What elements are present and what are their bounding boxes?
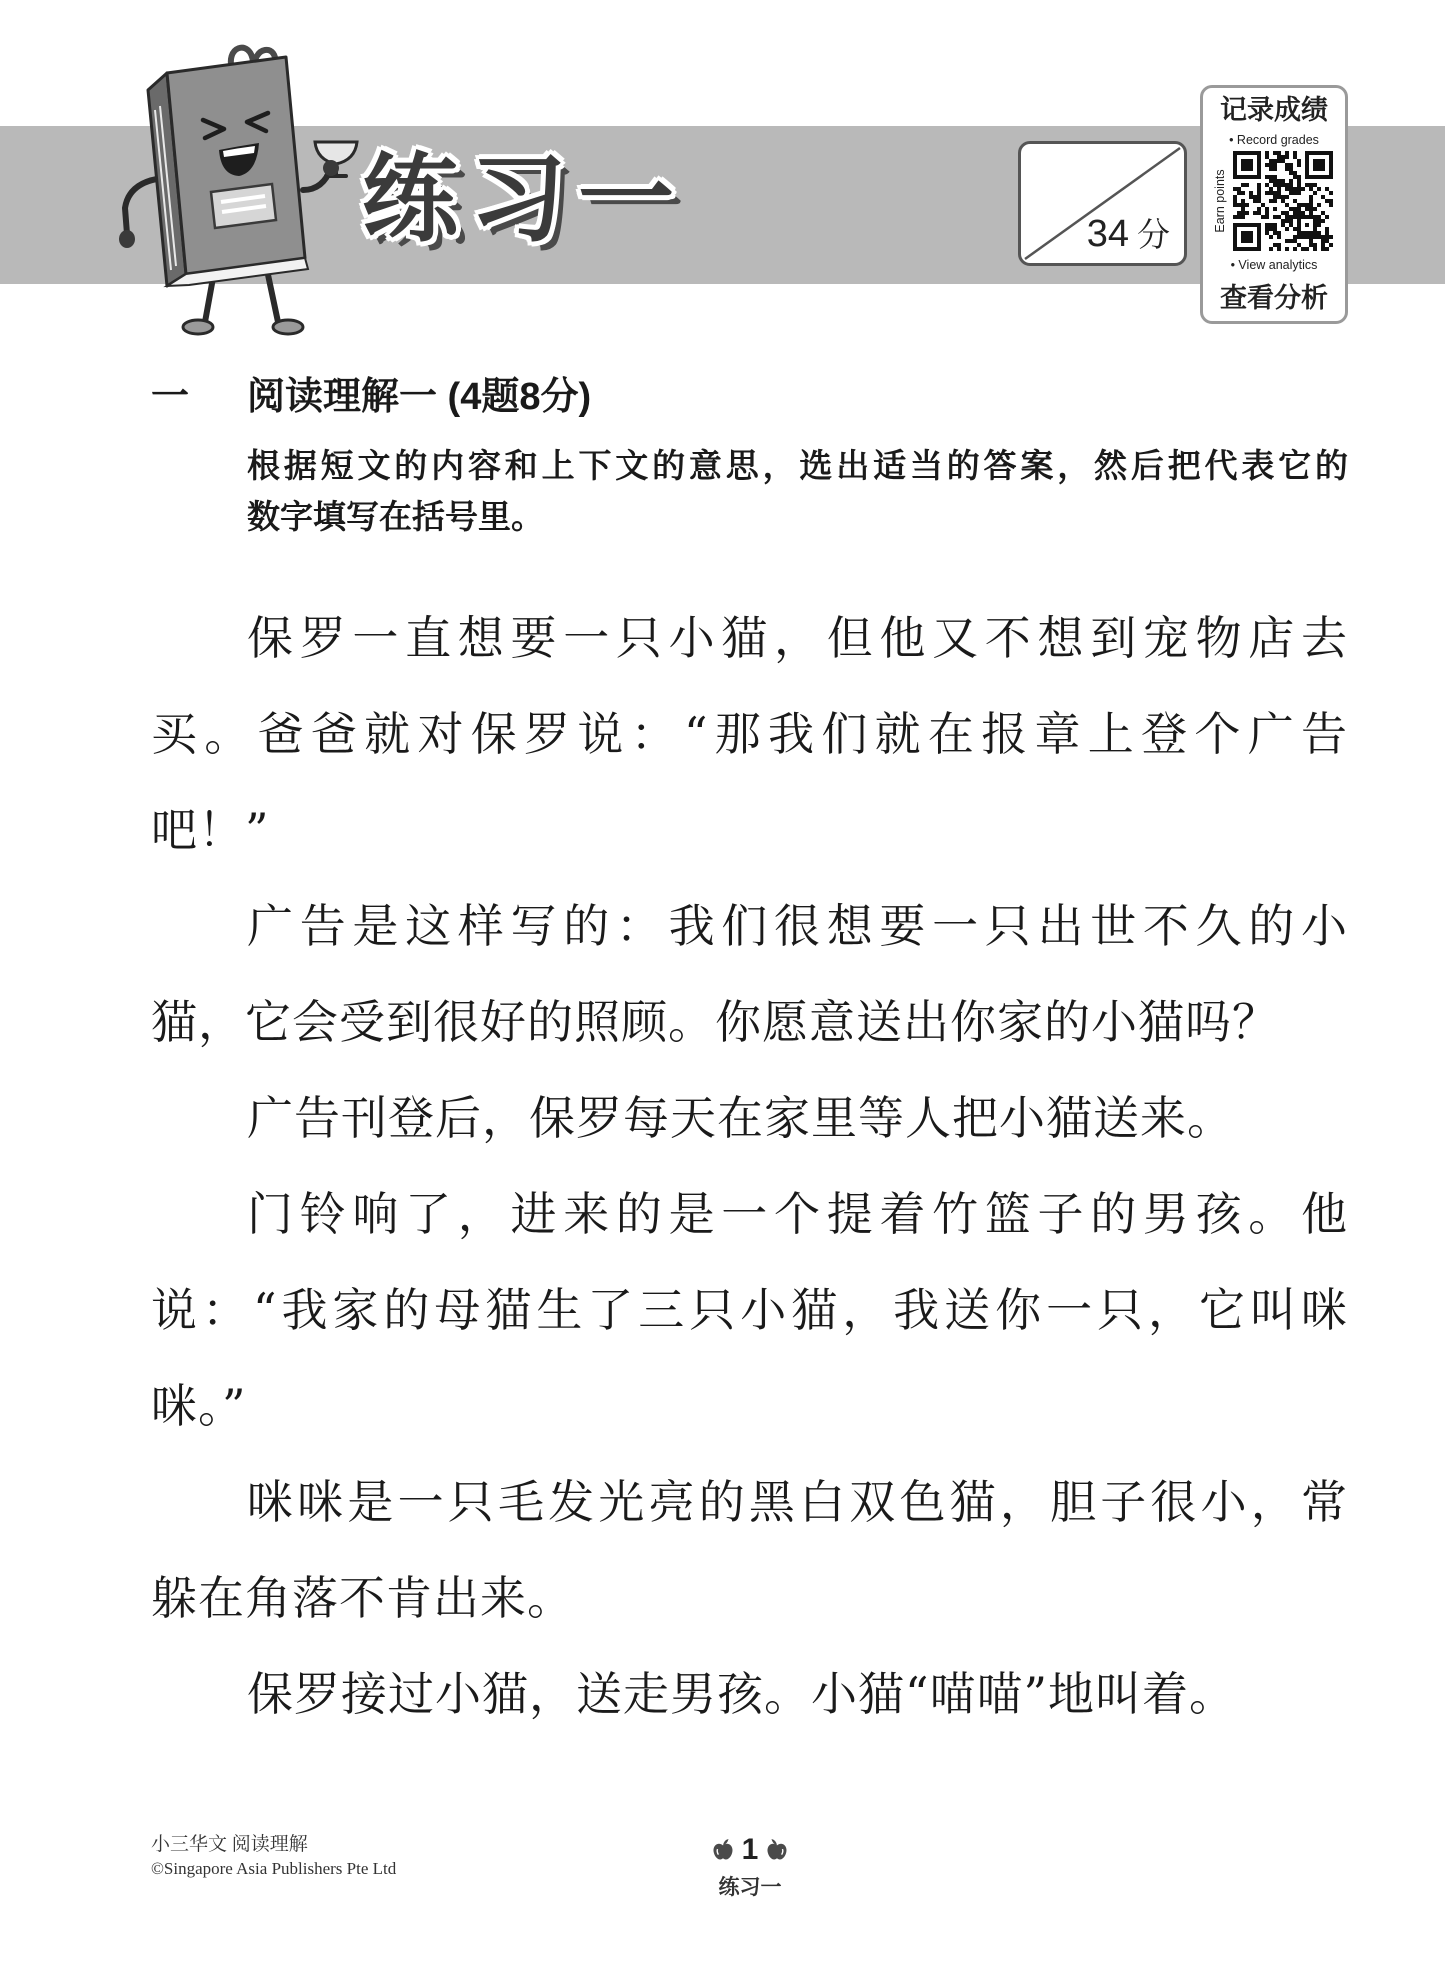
qr-module <box>1309 199 1313 203</box>
qr-module <box>1237 191 1241 195</box>
qr-module <box>1313 235 1317 239</box>
qr-analytics-label: • View analytics <box>1230 258 1318 272</box>
qr-module <box>1237 187 1241 191</box>
qr-module <box>1281 195 1285 199</box>
qr-module <box>1269 235 1273 239</box>
qr-module <box>1285 239 1289 243</box>
qr-module <box>1317 231 1321 235</box>
qr-module <box>1313 191 1317 195</box>
qr-module <box>1325 247 1329 251</box>
qr-module <box>1297 159 1301 163</box>
reading-passage <box>151 590 1348 1742</box>
qr-module <box>1313 207 1317 211</box>
qr-alignment <box>1305 223 1309 227</box>
qr-module <box>1321 243 1325 247</box>
qr-module <box>1289 215 1293 219</box>
qr-module <box>1285 167 1289 171</box>
qr-panel <box>1200 85 1348 324</box>
instruction-line: 根据短文的内容和上下文的意思，选出适当的答案，然后把代表它的 <box>247 447 1348 484</box>
mascot-right-foot <box>273 320 303 334</box>
passage-paragraph <box>151 878 1348 1070</box>
qr-module <box>1273 227 1277 231</box>
qr-module <box>1329 199 1333 203</box>
qr-module <box>1257 187 1261 191</box>
qr-module <box>1253 211 1257 215</box>
qr-module <box>1273 243 1277 247</box>
passage-line: 买。爸爸就对保罗说：“那我们就在报章上登个广告 <box>151 707 1348 761</box>
qr-module <box>1325 199 1329 203</box>
qr-module <box>1317 215 1321 219</box>
qr-module <box>1265 183 1269 187</box>
qr-module <box>1293 151 1297 155</box>
passage-line: 广告刊登后，保罗每天在家里等人把小猫送来。 <box>247 1091 1234 1145</box>
qr-module <box>1317 219 1321 223</box>
qr-module <box>1301 187 1305 191</box>
qr-module <box>1273 207 1277 211</box>
qr-module <box>1309 211 1313 215</box>
qr-module <box>1297 175 1301 179</box>
qr-module <box>1309 183 1313 187</box>
qr-module <box>1265 151 1269 155</box>
page-number-group <box>690 1834 810 1866</box>
qr-module <box>1273 179 1277 183</box>
qr-module <box>1261 203 1265 207</box>
qr-module <box>1285 151 1289 155</box>
qr-module <box>1309 235 1313 239</box>
qr-module <box>1285 219 1289 223</box>
qr-module <box>1321 239 1325 243</box>
qr-module <box>1265 215 1269 219</box>
passage-line: 广告是这样写的：我们很想要一只出世不久的小 <box>247 899 1348 953</box>
qr-module <box>1325 227 1329 231</box>
instruction-line: 数字填写在括号里。 <box>247 498 544 535</box>
footer-copyright: ©Singapore Asia Publishers Pte Ltd <box>151 1859 397 1878</box>
apple-icon <box>712 1838 734 1862</box>
qr-module <box>1233 203 1237 207</box>
qr-module <box>1281 219 1285 223</box>
qr-module <box>1257 191 1261 195</box>
passage-line: 说：“我家的母猫生了三只小猫，我送你一只，它叫咪 <box>151 1283 1348 1337</box>
passage-line: 保罗接过小猫，送走男孩。小猫“喵喵”地叫着。 <box>247 1667 1237 1721</box>
qr-module <box>1249 195 1253 199</box>
qr-module <box>1273 195 1277 199</box>
apple-body <box>713 1844 732 1860</box>
qr-module <box>1293 211 1297 215</box>
qr-module <box>1285 211 1289 215</box>
qr-module <box>1269 191 1273 195</box>
qr-module <box>1305 247 1309 251</box>
page-title: 练习一 <box>362 146 686 253</box>
qr-record-label: • Record grades <box>1229 133 1319 147</box>
qr-module <box>1273 151 1277 155</box>
qr-module <box>1289 163 1293 167</box>
qr-module <box>1245 203 1249 207</box>
qr-module <box>1273 159 1277 163</box>
qr-module <box>1293 175 1297 179</box>
qr-module <box>1277 231 1281 235</box>
qr-module <box>1309 239 1313 243</box>
qr-module <box>1305 203 1309 207</box>
qr-module <box>1285 195 1289 199</box>
footer-exercise-label: 练习一 <box>718 1876 782 1899</box>
qr-module <box>1269 167 1273 171</box>
qr-module <box>1273 175 1277 179</box>
qr-module <box>1273 231 1277 235</box>
section-number: 一 <box>151 376 190 418</box>
qr-module <box>1257 211 1261 215</box>
qr-module <box>1285 215 1289 219</box>
qr-module <box>1273 191 1277 195</box>
qr-module <box>1289 167 1293 171</box>
qr-bottom-label: 查看分析 <box>1220 283 1328 313</box>
qr-module <box>1269 179 1273 183</box>
qr-module <box>1257 199 1261 203</box>
passage-line: 保罗一直想要一只小猫，但他又不想到宠物店去 <box>247 611 1348 665</box>
qr-module <box>1293 235 1297 239</box>
qr-module <box>1265 207 1269 211</box>
mascot-right-leg <box>267 270 278 322</box>
qr-module <box>1265 163 1269 167</box>
qr-module <box>1289 219 1293 223</box>
qr-module <box>1293 215 1297 219</box>
qr-module <box>1309 203 1313 207</box>
qr-module <box>1325 215 1329 219</box>
qr-module <box>1293 227 1297 231</box>
passage-paragraph <box>151 1166 1348 1454</box>
qr-module <box>1281 211 1285 215</box>
qr-module <box>1237 203 1241 207</box>
qr-module <box>1257 207 1261 211</box>
qr-module <box>1309 187 1313 191</box>
passage-line: 猫，它会受到很好的照顾。你愿意送出你家的小猫吗？ <box>151 995 1279 1049</box>
qr-module <box>1285 203 1289 207</box>
score-unit: 分 <box>1137 216 1170 253</box>
qr-module <box>1241 183 1245 187</box>
qr-module <box>1269 163 1273 167</box>
qr-module <box>1241 203 1245 207</box>
qr-module <box>1273 215 1277 219</box>
qr-module <box>1277 187 1281 191</box>
qr-module <box>1293 155 1297 159</box>
section-title: 阅读理解一 (4题8分) <box>247 376 592 418</box>
qr-module <box>1285 227 1289 231</box>
qr-module <box>1265 155 1269 159</box>
qr-module <box>1321 211 1325 215</box>
qr-module <box>1281 183 1285 187</box>
qr-module <box>1277 183 1281 187</box>
qr-module <box>1297 207 1301 211</box>
qr-module <box>1293 171 1297 175</box>
trophy-cup <box>315 142 357 164</box>
qr-finder <box>1313 159 1325 171</box>
qr-module <box>1317 203 1321 207</box>
qr-module <box>1305 207 1309 211</box>
qr-module <box>1305 183 1309 187</box>
qr-module <box>1273 223 1277 227</box>
passage-line: 门铃响了，进来的是一个提着竹篮子的男孩。他 <box>247 1187 1348 1241</box>
qr-module <box>1269 187 1273 191</box>
qr-module <box>1269 175 1273 179</box>
qr-module <box>1241 191 1245 195</box>
apple-icon <box>766 1838 788 1862</box>
page-number: 1 <box>741 1833 759 1866</box>
qr-module <box>1313 183 1317 187</box>
passage-paragraph <box>151 1070 1348 1166</box>
qr-module <box>1233 187 1237 191</box>
qr-module <box>1265 223 1269 227</box>
qr-module <box>1257 183 1261 187</box>
qr-module <box>1293 191 1297 195</box>
qr-module <box>1269 159 1273 163</box>
footer-book-title: 小三华文 阅读理解 <box>151 1834 308 1855</box>
qr-module <box>1325 239 1329 243</box>
qr-module <box>1273 199 1277 203</box>
qr-module <box>1265 175 1269 179</box>
qr-module <box>1249 191 1253 195</box>
qr-module <box>1253 199 1257 203</box>
qr-module <box>1293 199 1297 203</box>
qr-finder <box>1241 159 1253 171</box>
apple-body <box>768 1844 787 1860</box>
qr-module <box>1301 211 1305 215</box>
qr-module <box>1321 235 1325 239</box>
qr-module <box>1297 163 1301 167</box>
qr-module <box>1265 191 1269 195</box>
passage-line: 咪。” <box>151 1379 247 1433</box>
qr-module <box>1273 167 1277 171</box>
qr-module <box>1277 179 1281 183</box>
qr-module <box>1281 199 1285 203</box>
qr-module <box>1265 211 1269 215</box>
passage-line: 吧！” <box>151 803 270 857</box>
qr-module <box>1281 223 1285 227</box>
qr-module <box>1273 163 1277 167</box>
qr-module <box>1309 195 1313 199</box>
mascot-left-hand <box>119 230 135 248</box>
qr-module <box>1301 247 1305 251</box>
qr-module <box>1281 179 1285 183</box>
qr-module <box>1313 247 1317 251</box>
qr-module <box>1277 151 1281 155</box>
qr-module <box>1325 187 1329 191</box>
qr-module <box>1329 191 1333 195</box>
qr-module <box>1289 183 1293 187</box>
mascot-right-hand <box>323 160 339 176</box>
qr-module <box>1261 215 1265 219</box>
qr-module <box>1269 199 1273 203</box>
qr-module <box>1289 179 1293 183</box>
qr-module <box>1289 239 1293 243</box>
qr-module <box>1297 191 1301 195</box>
qr-module <box>1233 199 1237 203</box>
qr-module <box>1329 235 1333 239</box>
qr-module <box>1273 183 1277 187</box>
qr-module <box>1297 243 1301 247</box>
qr-module <box>1329 243 1333 247</box>
qr-module <box>1285 155 1289 159</box>
mascot-left-foot <box>183 320 213 334</box>
book-mascot-icon <box>105 40 370 345</box>
book-label <box>211 184 276 228</box>
qr-module <box>1297 203 1301 207</box>
qr-module <box>1257 195 1261 199</box>
qr-module <box>1293 247 1297 251</box>
qr-module <box>1321 195 1325 199</box>
qr-module <box>1245 211 1249 215</box>
qr-code <box>1233 151 1333 251</box>
qr-module <box>1277 247 1281 251</box>
qr-module <box>1265 231 1269 235</box>
qr-module <box>1305 235 1309 239</box>
passage-paragraph <box>151 590 1348 878</box>
qr-module <box>1297 235 1301 239</box>
qr-module <box>1285 187 1289 191</box>
qr-module <box>1269 227 1273 231</box>
qr-module <box>1277 155 1281 159</box>
qr-module <box>1317 235 1321 239</box>
qr-module <box>1309 243 1313 247</box>
qr-module <box>1301 235 1305 239</box>
qr-module <box>1265 227 1269 231</box>
qr-module <box>1321 247 1325 251</box>
qr-module <box>1325 231 1329 235</box>
qr-top-label: 记录成绩 <box>1220 95 1328 125</box>
qr-module <box>1285 247 1289 251</box>
qr-points-label: Earn points <box>1213 169 1227 233</box>
qr-module <box>1297 211 1301 215</box>
qr-module <box>1293 187 1297 191</box>
qr-module <box>1285 183 1289 187</box>
qr-module <box>1289 171 1293 175</box>
passage-line: 咪咪是一只毛发光亮的黑白双色猫，胆子很小，常 <box>247 1475 1348 1529</box>
qr-module <box>1289 207 1293 211</box>
qr-module <box>1297 179 1301 183</box>
qr-module <box>1237 211 1241 215</box>
qr-module <box>1321 219 1325 223</box>
qr-module <box>1285 163 1289 167</box>
qr-module <box>1281 159 1285 163</box>
qr-module <box>1253 195 1257 199</box>
qr-module <box>1297 187 1301 191</box>
qr-module <box>1329 203 1333 207</box>
qr-module <box>1293 207 1297 211</box>
score-total <box>1087 212 1170 257</box>
qr-module <box>1313 243 1317 247</box>
qr-module <box>1293 239 1297 243</box>
mascot-left-leg <box>205 278 213 322</box>
score-value: 34 <box>1086 213 1129 255</box>
qr-module <box>1277 191 1281 195</box>
qr-module <box>1325 235 1329 239</box>
qr-module <box>1237 215 1241 219</box>
qr-module <box>1233 215 1237 219</box>
qr-module <box>1241 211 1245 215</box>
qr-module <box>1317 187 1321 191</box>
qr-module <box>1245 183 1249 187</box>
qr-module <box>1277 195 1281 199</box>
qr-module <box>1309 207 1313 211</box>
passage-line: 躲在角落不肯出来。 <box>151 1571 574 1625</box>
qr-module <box>1269 223 1273 227</box>
passage-paragraph <box>151 1454 1348 1646</box>
qr-module <box>1297 183 1301 187</box>
qr-finder <box>1241 231 1253 243</box>
qr-module <box>1277 215 1281 219</box>
passage-paragraph <box>151 1646 1348 1742</box>
qr-module <box>1277 235 1281 239</box>
qr-module <box>1289 187 1293 191</box>
section-instructions <box>247 440 1348 542</box>
qr-module <box>1277 243 1281 247</box>
qr-module <box>1233 195 1237 199</box>
qr-module <box>1241 207 1245 211</box>
qr-module <box>1241 215 1245 219</box>
qr-module <box>1317 223 1321 227</box>
qr-module <box>1301 203 1305 207</box>
qr-module <box>1241 199 1245 203</box>
qr-module <box>1269 247 1273 251</box>
qr-module <box>1289 191 1293 195</box>
qr-module <box>1289 223 1293 227</box>
qr-module <box>1281 155 1285 159</box>
qr-module <box>1277 159 1281 163</box>
score-box <box>1018 141 1187 266</box>
